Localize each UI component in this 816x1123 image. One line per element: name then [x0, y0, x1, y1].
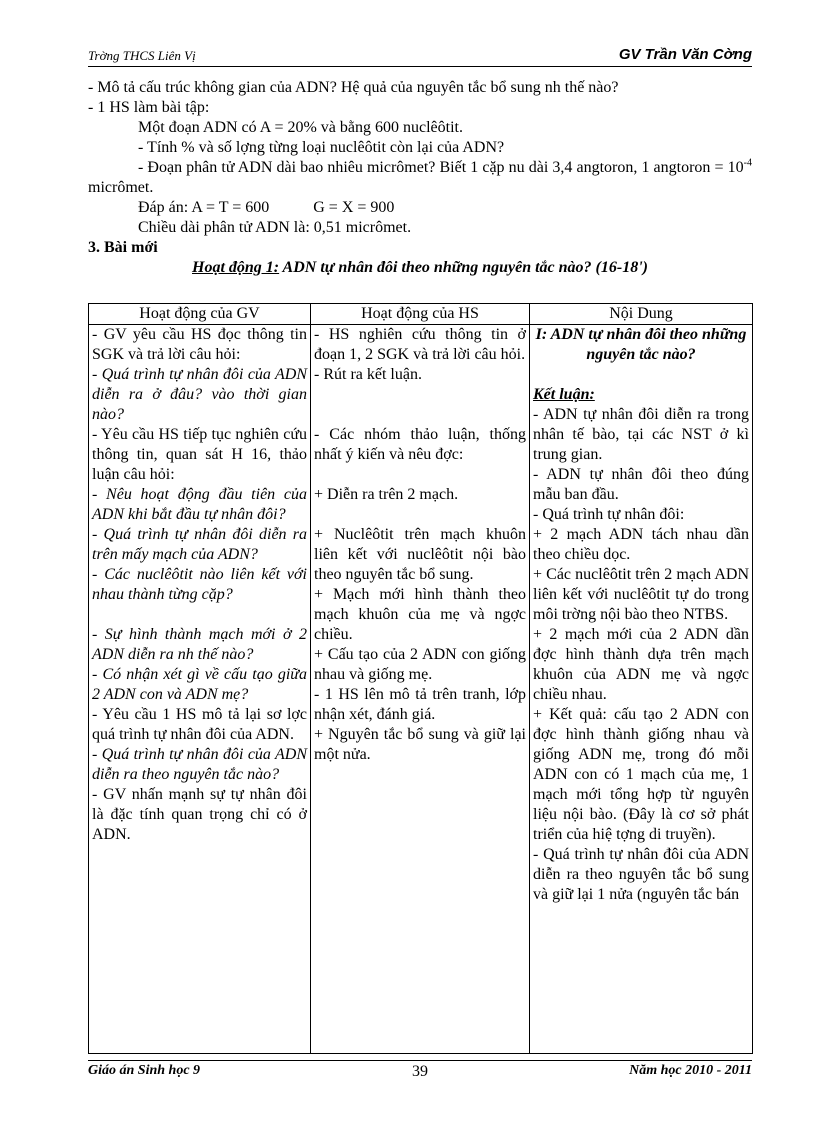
exercise-line-2: - Tính % và số lợng từng loại nuclêôtit còn lại của ADN? [138, 139, 505, 156]
header-hs: Hoạt động của HS [311, 304, 530, 325]
answer-length: Chiều dài phân tử ADN là: 0,51 micrômet. [138, 219, 412, 236]
table-header-row [89, 304, 753, 325]
answer-line [88, 198, 752, 218]
section-title: 3. Bài mới [88, 239, 158, 256]
header-gv: Hoạt động của GV [89, 304, 311, 325]
content-item: - Quá trình tự nhân đôi: [533, 506, 685, 523]
gv-cell [89, 325, 311, 1054]
review-question-2: - 1 HS làm bài tập: [88, 99, 210, 116]
content-item: + 2 mạch mới của 2 ADN dần đợc hình thành dựa trên mạch khuôn của ADN mẹ và ngợc chiều nhau. [533, 626, 749, 703]
hs-item: - Rút ra kết luận. [314, 366, 422, 383]
gv-item: - Yêu cầu 1 HS mô tả lại sơ lợc quá trình tự nhân đôi của ADN. [92, 706, 307, 743]
gv-question: - Quá trình tự nhân đôi của ADN diễn ra theo nguyên tắc nào? [92, 746, 307, 783]
hs-cell [311, 325, 530, 1054]
gv-item: - GV yêu cầu HS đọc thông tin SGK và trả lời câu hỏi: [92, 326, 307, 363]
gv-question: - Các nuclêôtit nào liên kết với nhau thành từng cặp? [92, 566, 307, 603]
activity-label: Hoạt động 1: [192, 259, 280, 276]
gv-item: - Yêu cầu HS tiếp tục nghiên cứu thông tin, quan sát H 16, thảo luận câu hỏi: [92, 426, 307, 483]
hs-item: + Mạch mới hình thành theo mạch khuôn của mẹ và ngợc chiều. [314, 586, 526, 643]
answer-gx: G = X = 900 [313, 199, 395, 216]
conclusion-label: Kết luận: [533, 386, 595, 403]
lesson-intro [88, 78, 752, 278]
activity-text: ADN tự nhân đôi theo những nguyên tắc nào? (16-18') [279, 259, 648, 276]
exercise-line-1: Một đoạn ADN có A = 20% và bằng 600 nuclêôtit. [138, 119, 463, 136]
gv-item: - GV nhấn mạnh sự tự nhân đôi là đặc tính quan trọng chỉ có ở ADN. [92, 786, 307, 843]
gv-question: - Nêu hoạt động đầu tiên của ADN khi bắt đầu tự nhân đôi? [92, 486, 307, 523]
content-item: - Quá trình tự nhân đôi của ADN diễn ra theo nguyên tắc bổ sung và giữ lại 1 nửa (nguyên tắc bán [533, 846, 749, 903]
exercise-line-3-text: - Đoạn phân tử ADN dài bao nhiêu micrômet? Biết 1 cặp nu dài 3,4 angtoron, 1 angtoron = 10 [138, 159, 744, 176]
answer-at: Đáp án: A = T = 600 [138, 199, 270, 216]
school-name: Trờng THCS Liên Vị [88, 48, 196, 63]
content-title: I: ADN tự nhân đôi theo những nguyên tắc nào? [535, 326, 747, 363]
table-row [89, 325, 753, 1054]
gv-question: - Sự hình thành mạch mới ở 2 ADN diễn ra nh thế nào? [92, 626, 307, 663]
hs-item: - 1 HS lên mô tả trên tranh, lớp nhận xét, đánh giá. [314, 686, 526, 723]
review-question-1: - Mô tả cấu trúc không gian của ADN? Hệ quả của nguyên tắc bổ sung nh thế nào? [88, 79, 619, 96]
exercise-line-3 [88, 158, 752, 198]
content-item: + 2 mạch ADN tách nhau dần theo chiều dọc. [533, 526, 749, 563]
hs-item: + Nguyên tắc bổ sung và giữ lại một nửa. [314, 726, 526, 763]
content-item: + Kết quả: cấu tạo 2 ADN con đợc hình thành giống nhau và giống ADN mẹ, trong đó mỗi ADN con có 1 mạch của mẹ, 1 mạch mới tổng hợp từ nguyên liệu nội bào. (Đây là cơ sở phát triển của hiệ tợng di truyền). [533, 706, 749, 843]
content-item: - ADN tự nhân đôi diễn ra trong nhân tế bào, tại các NST ở kì trung gian. [533, 406, 749, 463]
page-header [88, 46, 752, 67]
gv-question: - Có nhận xét gì về cấu tạo giữa 2 ADN con và ADN mẹ? [92, 666, 307, 703]
lesson-table [88, 303, 753, 1054]
gv-question: - Quá trình tự nhân đôi diễn ra trên mấy mạch của ADN? [92, 526, 307, 563]
content-item: + Các nuclêôtit trên 2 mạch ADN liên kết với nuclêôtit tự do trong môi trờng nội bào theo NTBS. [533, 566, 749, 623]
gv-question: - Quá trình tự nhân đôi của ADN diễn ra ở đâu? vào thời gian nào? [92, 366, 307, 423]
header-content: Nội Dung [530, 304, 753, 325]
hs-item: + Diễn ra trên 2 mạch. [314, 486, 459, 503]
page-number: 39 [412, 1063, 428, 1080]
hs-item: + Cấu tạo của 2 ADN con giống nhau và giống mẹ. [314, 646, 526, 683]
hs-item: - HS nghiên cứu thông tin ở đoạn 1, 2 SGK và trả lời câu hỏi. [314, 326, 526, 363]
teacher-name: GV Trần Văn Cờng [618, 46, 752, 63]
content-cell [530, 325, 753, 1054]
activity-title [88, 258, 752, 278]
hs-item: - Các nhóm thảo luận, thống nhất ý kiến và nêu đợc: [314, 426, 526, 463]
page-footer [88, 1060, 752, 1081]
exercise-line-3-unit: micrômet. [88, 179, 154, 196]
content-item: - ADN tự nhân đôi theo đúng mẫu ban đầu. [533, 466, 749, 503]
hs-item: + Nuclêôtit trên mạch khuôn liên kết với nuclêôtit nội bào theo nguyên tắc bổ sung. [314, 526, 526, 583]
exponent: -4 [743, 157, 752, 169]
footer-subject: Giáo án Sinh học 9 [88, 1063, 201, 1078]
footer-year: Năm học 2010 - 2011 [629, 1063, 752, 1078]
